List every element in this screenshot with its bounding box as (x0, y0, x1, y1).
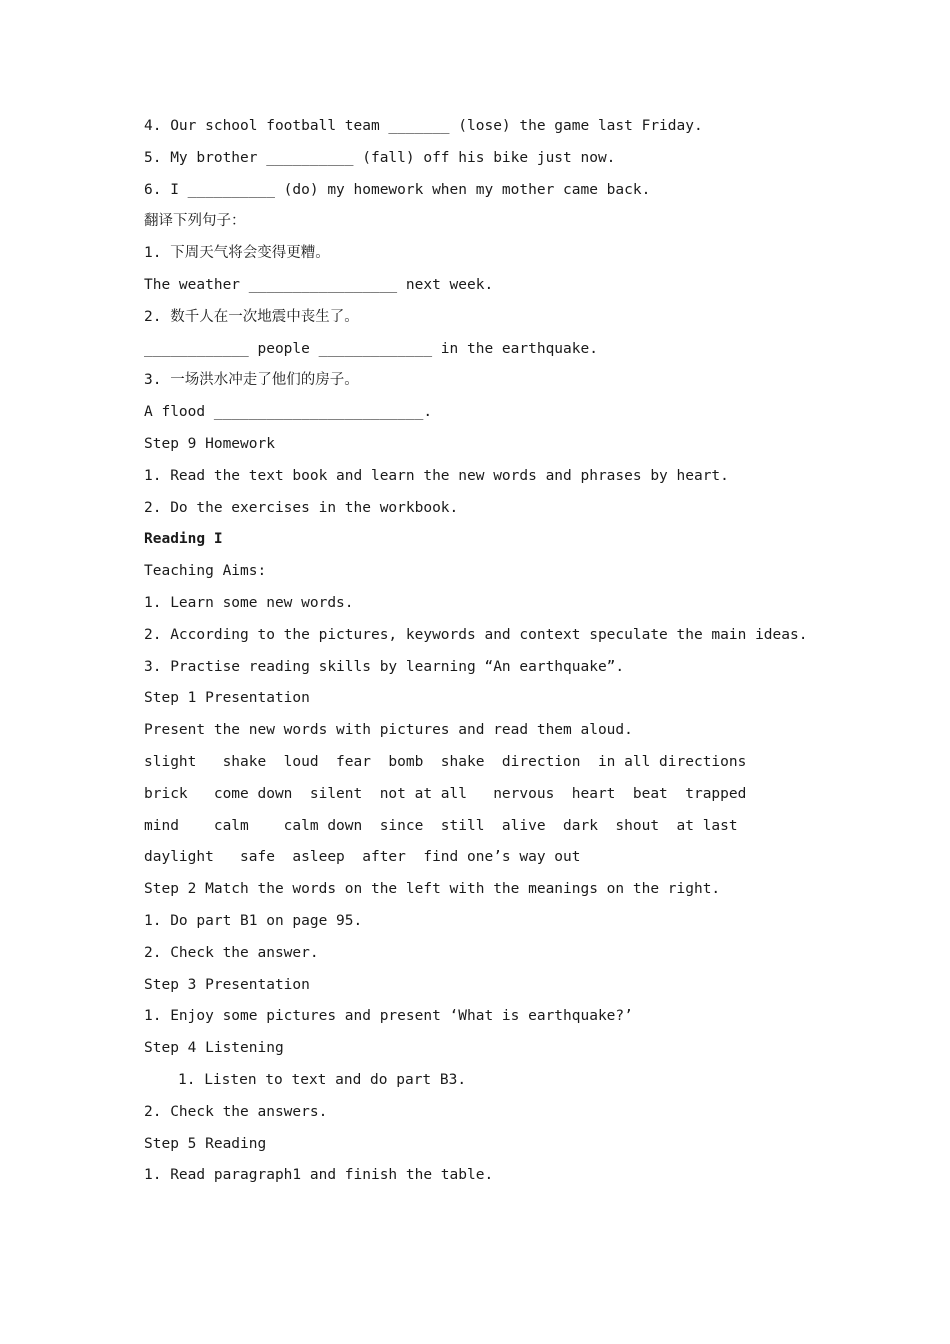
list-item: 2. Check the answer. (144, 944, 319, 961)
teaching-aims-heading: Teaching Aims: (144, 563, 267, 580)
step-heading: Step 3 Presentation (144, 976, 310, 993)
list-item: 2. Do the exercises in the workbook. (144, 499, 459, 516)
list-item: 1. Read paragraph1 and finish the table. (144, 1167, 494, 1184)
translation-prompt: 3. 一场洪水冲走了他们的房子。 (144, 372, 359, 389)
word-list-row: mind calm calm down since still alive dark shout at last (144, 817, 738, 834)
word-list-row: slight shake loud fear bomb shake direction in all directions (144, 753, 747, 770)
translation-answer: ____________ people _____________ in the earthquake. (144, 340, 598, 357)
step-heading: Step 4 Listening (144, 1040, 284, 1057)
list-item: 3. Practise reading skills by learning “An earthquake”. (144, 658, 625, 675)
translation-heading: 翻译下列句子： (144, 213, 246, 230)
list-item: 1. Enjoy some pictures and present ‘What is earthquake?’ (144, 1008, 633, 1025)
exercise-line: 5. My brother __________ (fall) off his bike just now. (144, 149, 616, 166)
exercise-line: 6. I __________ (do) my homework when my mother came back. (144, 181, 651, 198)
list-item: 1. Read the text book and learn the new words and phrases by heart. (144, 467, 729, 484)
section-title: Reading I (144, 531, 223, 548)
translation-prompt: 1. 下周天气将会变得更糟。 (144, 245, 330, 262)
word-list-row: brick come down silent not at all nervous heart beat trapped (144, 785, 747, 802)
step-heading: Step 1 Presentation (144, 690, 310, 707)
translation-prompt: 2. 数千人在一次地震中丧生了。 (144, 308, 359, 325)
step-heading: Step 9 Homework (144, 435, 275, 452)
word-list-row: daylight safe asleep after find one’s way out (144, 849, 581, 866)
translation-answer: A flood ________________________. (144, 404, 433, 421)
step-heading: Step 2 Match the words on the left with the meanings on the right. (144, 881, 721, 898)
paragraph: Present the new words with pictures and read them aloud. (144, 722, 633, 739)
document-body (144, 111, 904, 1192)
list-item: 2. Check the answers. (144, 1103, 328, 1120)
list-item: 1. Do part B1 on page 95. (144, 912, 363, 929)
step-heading: Step 5 Reading (144, 1135, 267, 1152)
exercise-line: 4. Our school football team _______ (lose) the game last Friday. (144, 118, 703, 134)
translation-answer: The weather _________________ next week. (144, 276, 494, 293)
list-item: 1. Listen to text and do part B3. (178, 1071, 467, 1088)
list-item: 1. Learn some new words. (144, 594, 354, 611)
list-item: 2. According to the pictures, keywords and context speculate the main ideas. (144, 626, 808, 643)
